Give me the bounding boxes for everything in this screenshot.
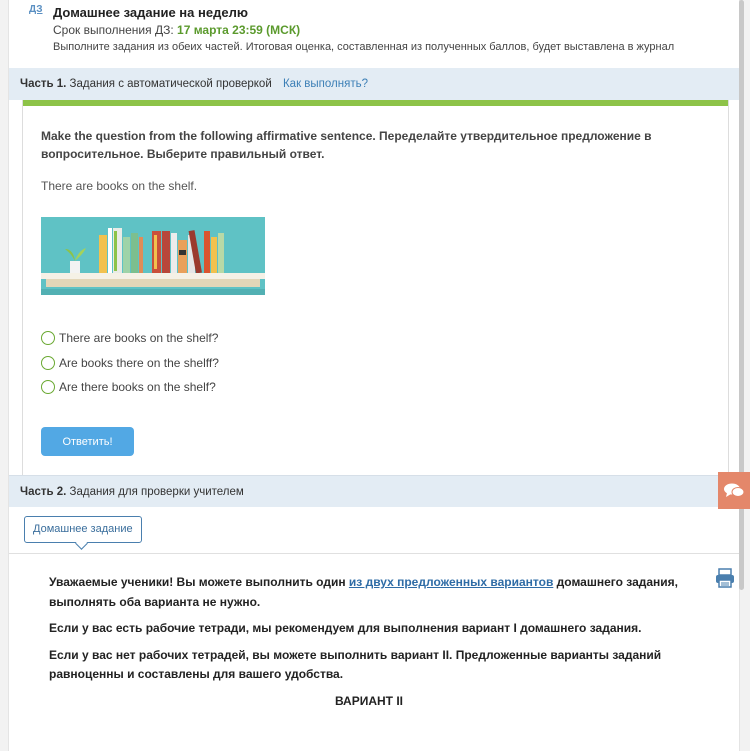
variant-heading: ВАРИАНТ II	[334, 693, 404, 708]
instruction-paragraph: Если у вас есть рабочие тетради, мы рекомендуем для выполнения вариант I домашнего задания.	[49, 621, 642, 635]
answer-options	[41, 326, 219, 400]
homework-title: Домашнее задание на неделю	[53, 5, 248, 20]
part2-label: Часть 2.	[20, 486, 67, 498]
help-link[interactable]: Как выполнять?	[282, 78, 368, 90]
task-sentence: There are books on the shelf.	[41, 179, 198, 193]
instruction-text: домашнего задания, выполнять оба варианта не нужно.	[49, 575, 679, 609]
variants-link[interactable]: из двух предложенных вариантов	[348, 575, 554, 589]
tab-homework[interactable]: Домашнее задание	[24, 516, 142, 543]
instruction-paragraph	[49, 573, 689, 612]
radio-button[interactable]	[41, 331, 55, 345]
answer-option-text: Are there books on the shelf?	[59, 380, 216, 395]
answer-option-text: There are books on the shelf?	[59, 331, 219, 346]
homework-badge: ДЗ	[29, 4, 43, 15]
chat-icon	[723, 482, 745, 500]
page	[8, 0, 740, 751]
instruction-paragraph: Если у вас нет рабочих тетрадей, вы можете выполнить вариант II. Предложенные варианты заданий равноценны и составлены для вашего удобства.	[49, 647, 662, 681]
bookshelf-image	[41, 217, 265, 295]
instruction-text: Уважаемые ученики! Вы можете выполнить один	[49, 575, 349, 589]
chat-button[interactable]	[718, 472, 750, 509]
radio-button[interactable]	[41, 356, 55, 370]
part1-label: Часть 1.	[20, 78, 67, 90]
answer-option[interactable]	[41, 326, 219, 351]
answer-option-text: Are books there on the shelff?	[59, 355, 219, 370]
task-progress-stripe	[23, 100, 728, 106]
answer-option[interactable]	[41, 351, 219, 376]
part1-text: Задания с автоматической проверкой	[66, 78, 272, 90]
submit-answer-button[interactable]: Ответить!	[41, 427, 134, 456]
deadline-value: 17 марта 23:59 (МСК)	[177, 23, 301, 37]
homework-header	[9, 0, 739, 68]
task-card	[22, 100, 729, 475]
tab-bar	[9, 508, 739, 554]
part1-bar	[9, 68, 739, 100]
part2-text: Задания для проверки учителем	[66, 486, 244, 498]
homework-deadline	[53, 22, 739, 39]
deadline-label: Срок выполнения ДЗ:	[53, 23, 178, 37]
printer-icon[interactable]	[714, 567, 736, 589]
part2-bar	[9, 475, 739, 507]
homework-instructions	[49, 573, 689, 711]
task-question: Make the question from the following affirmative sentence. Переделайте утвердительное предложение в вопросительное. Выберите правильный ответ.	[41, 129, 652, 161]
homework-note: Выполните задания из обеих частей. Итоговая оценка, составленная из полученных баллов, будет выставлена в журнал	[53, 41, 675, 53]
radio-button[interactable]	[41, 380, 55, 394]
answer-option[interactable]	[41, 375, 219, 400]
